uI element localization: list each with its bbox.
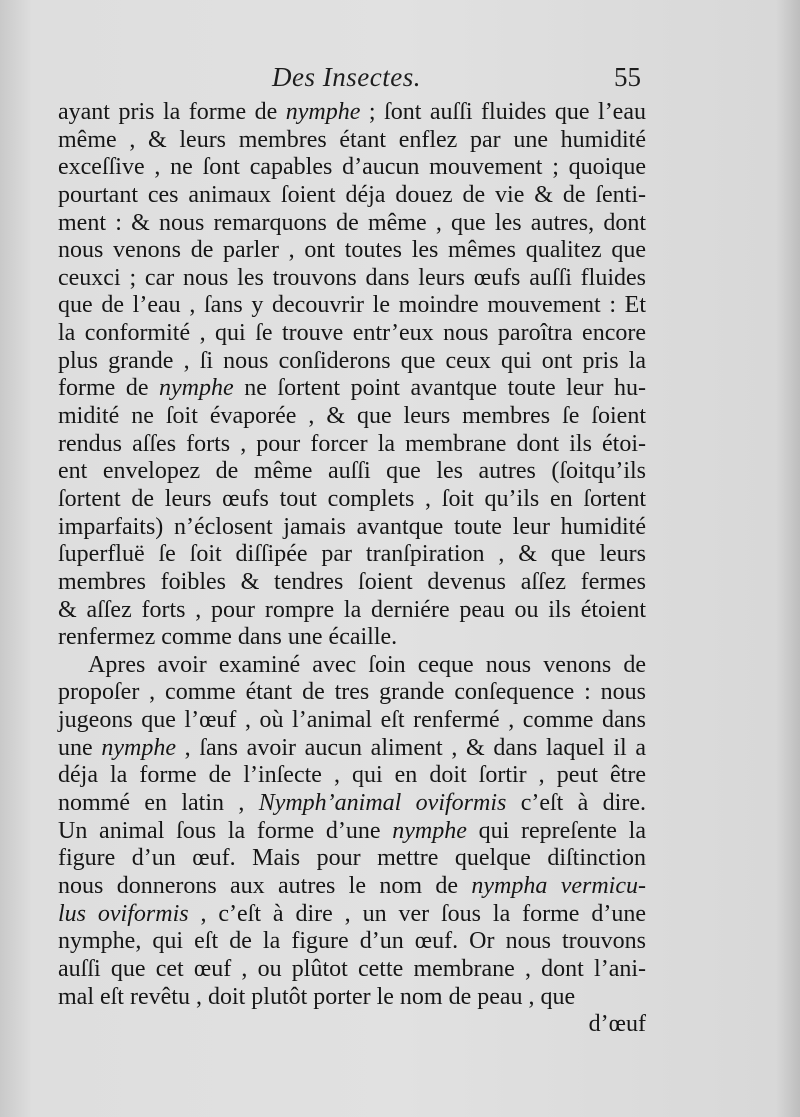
italic-term: nymphe xyxy=(159,375,234,402)
text-segment: auſſi que cet œuf , ou plûtot cette membrane , dont l’ani- xyxy=(58,955,646,982)
text-segment: ment : & nous remarquons de même , que les autres, dont xyxy=(58,209,646,236)
text-segment: ſortent de leurs œufs tout complets , ſoit qu’ils en ſortent xyxy=(58,485,646,512)
text-line xyxy=(58,679,646,707)
text-segment: figure d’un œuf. Mais pour mettre quelque diſtinction xyxy=(58,845,646,872)
text-segment: plus grande , ſi nous conſiderons que ceux qui ont pris la xyxy=(58,347,646,374)
text-segment: & aſſez forts , pour rompre la derniére peau ou ils étoient xyxy=(58,596,646,623)
text-segment: ayant pris la forme de xyxy=(58,99,286,125)
text-segment: ceuxci ; car nous les trouvons dans leurs œufs auſſi fluides xyxy=(58,264,646,291)
text-line xyxy=(58,652,646,680)
text-segment: imparfaits) n’éclosent jamais avantque toute leur humidité xyxy=(58,513,646,540)
text-line xyxy=(58,154,646,182)
page-number: 55 xyxy=(614,62,641,92)
text-line xyxy=(58,486,646,514)
text-line xyxy=(58,762,646,790)
text-segment: membres foibles & tendres ſoient devenus aſſez fermes xyxy=(58,568,646,595)
text-segment: rendus aſſes forts , pour forcer la membrane dont ils étoi- xyxy=(58,430,646,457)
text-line xyxy=(58,845,646,873)
text-segment: nous donnerons aux autres le nom de xyxy=(58,872,472,899)
text-segment: Un animal ſous la forme d’une xyxy=(58,817,393,844)
text-line xyxy=(58,265,646,293)
text-line xyxy=(58,541,646,569)
text-segment: une xyxy=(58,734,102,761)
text-line xyxy=(58,320,646,348)
text-line xyxy=(58,127,646,155)
text-segment: la conformité , qui ſe trouve entr’eux nous paroîtra encore xyxy=(58,320,646,347)
catchword: d’œuf xyxy=(588,1011,646,1038)
text-segment: midité ne ſoit évaporée , & que leurs membres ſe ſoient xyxy=(58,403,646,430)
text-segment: que de l’eau , ſans y decouvrir le moindre mouvement : Et xyxy=(58,292,646,319)
text-line xyxy=(58,99,646,127)
text-segment: , ſans avoir aucun aliment , & dans laquel il a xyxy=(175,734,647,761)
text-segment: même , & leurs membres étant enflez par une humidité xyxy=(58,126,646,153)
text-segment: jugeons que l’œuf , où l’animal eſt renfermé , comme dans xyxy=(58,707,646,734)
text-line xyxy=(58,569,646,597)
text-segment: ent envelopez de même auſſi que les autres (ſoitqu’ils xyxy=(58,458,646,485)
text-segment: ; ſont auſſi fluides que l’eau xyxy=(360,99,646,125)
text-segment: Apres avoir examiné avec ſoin ceque nous venons de xyxy=(88,651,646,678)
text-segment: , c’eſt à dire , un ver ſous la forme d’une xyxy=(188,900,646,927)
italic-term: Nymph’animal oviformis xyxy=(258,790,507,817)
text-segment: c’eſt à dire. xyxy=(506,790,646,817)
text-line xyxy=(58,873,646,901)
running-head xyxy=(0,62,800,96)
text-segment: nommé en latin , xyxy=(58,790,259,817)
text-line xyxy=(58,984,646,1012)
text-line xyxy=(58,458,646,486)
text-line xyxy=(58,818,646,846)
text-line xyxy=(58,790,646,818)
text-segment: qui repreſente la xyxy=(466,817,646,844)
italic-term: lus oviformis xyxy=(58,900,189,927)
text-segment: propoſer , comme étant de tres grande conſequence : nous xyxy=(58,679,646,706)
italic-term: nymphe xyxy=(392,817,467,844)
text-segment: ſuperfluë ſe ſoit diſſipée par tranſpiration , & que leurs xyxy=(58,541,646,568)
text-segment: pourtant ces animaux ſoient déja douez de vie & de ſenti- xyxy=(58,181,646,208)
text-line xyxy=(58,707,646,735)
text-line xyxy=(58,210,646,238)
paragraph-1 xyxy=(58,99,646,652)
text-line xyxy=(58,901,646,929)
text-segment: déja la forme de l’inſecte , qui en doit ſortir , peut être xyxy=(58,762,646,789)
text-segment: exceſſive , ne ſont capables d’aucun mouvement ; quoique xyxy=(58,154,646,181)
text-line xyxy=(58,514,646,542)
text-line xyxy=(58,292,646,320)
text-segment: ne ſortent point avantque toute leur hu- xyxy=(233,375,646,402)
text-line xyxy=(58,237,646,265)
text-line xyxy=(58,956,646,984)
text-line xyxy=(58,375,646,403)
italic-term: nymphe xyxy=(285,99,361,125)
text-line xyxy=(58,735,646,763)
text-segment: nymphe, qui eſt de la figure d’un œuf. Or nous trouvons xyxy=(58,928,646,955)
text-segment: forme de xyxy=(58,375,160,402)
text-line xyxy=(58,624,646,652)
running-title: Des Insectes. xyxy=(272,62,421,92)
italic-term: nymphe xyxy=(101,734,176,761)
body-text xyxy=(58,99,646,1039)
text-line xyxy=(58,403,646,431)
text-segment: renfermez comme dans une écaille. xyxy=(58,624,398,651)
text-line xyxy=(58,431,646,459)
text-segment: mal eſt revêtu , doit plutôt porter le nom de peau , que xyxy=(58,983,576,1010)
italic-term: nympha vermicu- xyxy=(471,872,646,899)
text-line xyxy=(58,597,646,625)
text-line xyxy=(58,928,646,956)
text-line xyxy=(58,348,646,376)
paragraph-2 xyxy=(58,652,646,1011)
text-segment: nous venons de parler , ont toutes les mêmes qualitez que xyxy=(58,237,646,264)
text-line xyxy=(58,182,646,210)
